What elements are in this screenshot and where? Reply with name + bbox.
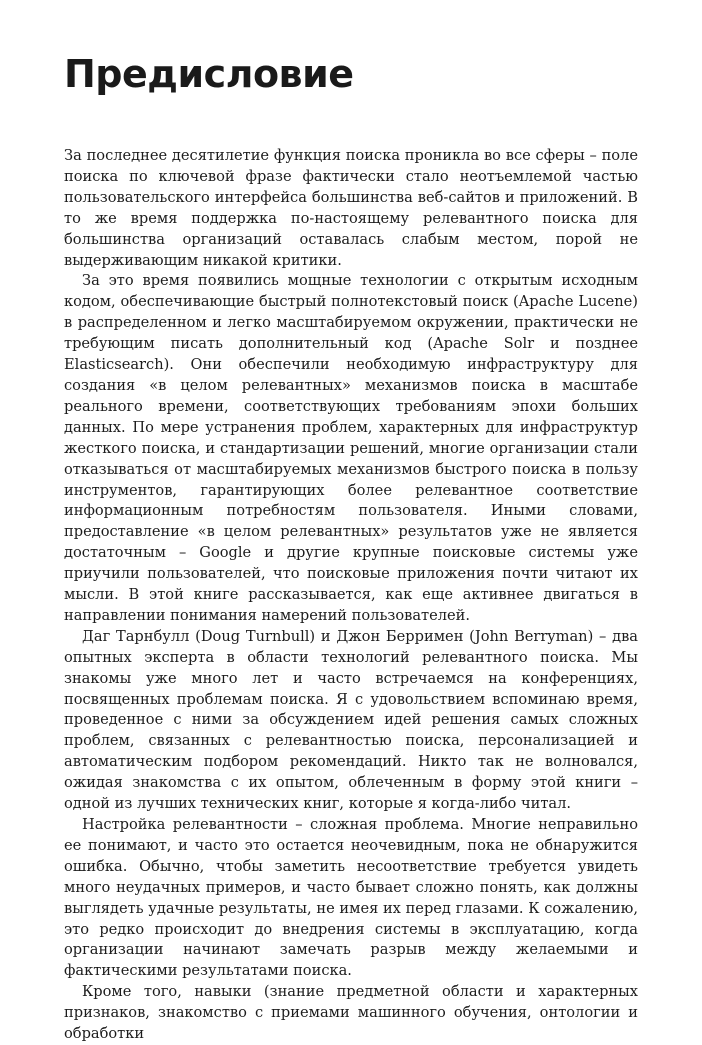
paragraph-3: Даг Тарнбулл (Doug Turnbull) и Джон Берримен (John Berryman) – два опытных эксперта в области технологий релевантного поиска. Мы знакомы уже много лет и часто встречаемся на конференциях, посвященных проблемам поиска. Я с удовольствием вспоминаю время, проведенное с ними за обсуждением идей решения самых сложных проблем, связанных с релевантностью поиска, персонализацией и автоматическим подбором рекомендаций. Никто так не волновался, ожидая знакомства с их опытом, облеченным в форму этой книги – одной из лучших технических книг, которые я когда-либо читал. (64, 627, 638, 813)
paragraph-2: За это время появились мощные технологии с открытым исходным кодом, обеспечивающие быстрый полнотекстовый поиск (Apache Lucene) в распределенном и легко масштабируемом окружении, практически не требующим писать дополнительный код (Apache Solr и позднее Elasticsearch). Они обеспечили необходимую инфраструктуру для создания «в целом релевантных» механизмов поиска в масштабе реального времени, соответствующих требованиям эпохи больших данных. По мере устранения проблем, характерных для инфраструктур жесткого поиска, и стандартизации решений, многие организации стали отказываться от масштабируемых механизмов быстрого поиска в пользу инструментов, гарантирующих более релевантное соответствие информационным потребностям пользователя. Иными словами, предоставление «в целом релевантных» результатов уже не является достаточным – Google и другие крупные поисковые системы уже приучили пользователей, что поисковые приложения почти читают их мысли. В этой книге рассказывается, как еще активнее двигаться в направлении понимания намерений пользователей. (64, 272, 638, 624)
paragraph-5: Кроме того, навыки (знание предметной области и характерных признаков, знакомство с приемами машинного обучения, онтологии и обработки (64, 983, 638, 1043)
body-text (64, 146, 638, 1045)
paragraph-4: Настройка релевантности – сложная проблема. Многие неправильно ее понимают, и часто это остается неочевидным, пока не обнаружится ошибка. Обычно, чтобы заметить несоответствие требуется увидеть много неудачных примеров, и часто бывает сложно понять, как должны выглядеть удачные результаты, не имея их перед глазами. К сожалению, это редко происходит до внедрения системы в эксплуатацию, когда организации начинают замечать разрыв между желаемыми и фактическими результатами поиска. (64, 816, 638, 980)
paragraph-1: За последнее десятилетие функция поиска проникла во все сферы – поле поиска по ключевой фразе фактически стало неотъемлемой частью пользовательского интерфейса большинства веб-сайтов и приложений. В то же время поддержка по-настоящему релевантного поиска для большинства организаций оставалась слабым местом, порой не выдерживающим никакой критики. (64, 147, 638, 269)
page-title: Предисловие (64, 52, 354, 96)
